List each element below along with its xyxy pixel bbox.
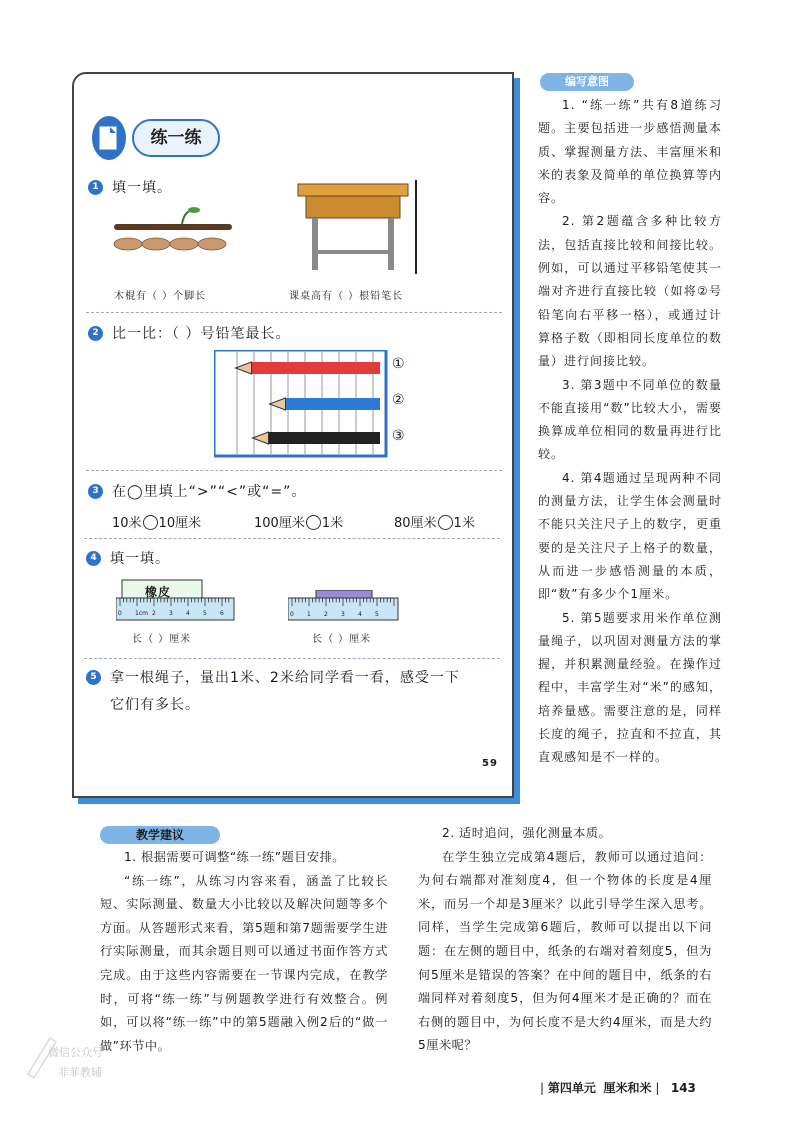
advice-1-heading: 1. 根据需要可调整“练一练”题目安排。: [124, 850, 345, 864]
ruler-label: 1: [307, 611, 311, 618]
footer-topic: 厘米和米: [603, 1081, 652, 1095]
comparison-2-blank[interactable]: [306, 515, 321, 530]
ruler-label: 1cm: [135, 610, 148, 617]
question-4-prompt: 填一填。: [110, 551, 170, 567]
watermark-line-2: 菲菲教辅: [58, 1066, 102, 1079]
question-1-right-caption: 课桌高有（ ）根铅笔长: [289, 291, 404, 302]
pencil-label-1: ①: [392, 356, 406, 372]
design-intent-paragraph-3: 3. 第3题中不同单位的数量不能直接用“数”比较大小，需要换算成单位相同的数量再进行比较。: [538, 377, 722, 462]
footer: | 第四单元 厘米和米 | 143: [540, 1081, 696, 1095]
teaching-advice-right-column: [418, 822, 712, 1058]
design-intent-notes: [538, 94, 722, 770]
question-3-number: 3: [88, 484, 103, 499]
student-page-number: 59: [482, 758, 498, 769]
pencil-grid: [214, 350, 414, 458]
ruler-label: 5: [375, 611, 379, 618]
comparison-1-left: 10米: [112, 516, 142, 531]
wooden-stick: [114, 224, 232, 230]
question-5-line-1: 拿一根绳子，量出1米、2米给同学看一看，感受一下: [110, 670, 460, 686]
design-intent-paragraph-1: 1. “练一练”共有8道练习题。主要包括进一步感悟测量本质、掌握测量方法、丰富厘米和米的表象及简单的单位换算等内容。: [538, 98, 722, 206]
ruler-label: 4: [186, 610, 190, 617]
advice-2-body: 在学生独立完成第4题后，教师可以通过追问：为何右端都对准刻度4，但一个物体的长度是4厘米，而另一个却是3厘米？以此引导学生深入思考。同样，当学生完成第6题后，教师可以提出以下问题：在左侧的题目中，纸条的右端对着刻度5，但为何5厘米是错误的答案？在中间的题目中，纸条的右端同样对着刻度5，但为何4厘米才是正确的？而在右侧的题目中，为何长度不是大约4厘米，而是大约5厘米呢？: [418, 849, 712, 1053]
comparison-3-right: 1米: [453, 516, 475, 531]
watermark-line-1: 微信公众号: [48, 1046, 103, 1059]
comparison-1-right: 10厘米: [158, 516, 202, 531]
question-2-number: 2: [88, 326, 103, 341]
comparison-3: [394, 512, 475, 531]
page-title: 练一练: [132, 119, 220, 157]
pencil-2: [270, 398, 381, 410]
design-intent-paragraph-5: 5. 第5题要求用米作单位测量绳子，以巩固对测量方法的掌握，并积累测量经验。在操作过程中，丰富学生对“米”的感知，培养量感。需要注意的是，同样长度的绳子，拉直和不拉直，其直观感知是不一样的。: [538, 610, 722, 765]
advice-2-heading: 2. 适时追问，强化测量本质。: [442, 826, 612, 840]
comparison-1-blank[interactable]: [143, 515, 158, 530]
comparison-2-right: 1米: [321, 516, 344, 531]
pencil-label-3: ③: [392, 428, 406, 444]
divider: [86, 470, 502, 471]
ruler-right-with-strip: [288, 590, 400, 624]
ruler-label: 6: [220, 610, 224, 617]
watermark: [20, 1030, 130, 1090]
desk-illustration: [292, 178, 422, 278]
ruler-label: 3: [169, 610, 173, 617]
stick-feet-illustration: [112, 202, 242, 272]
ruler-label: 3: [341, 611, 345, 618]
student-page: [72, 72, 514, 798]
design-intent-paragraph-4: 4. 第4题通过呈现两种不同的测量方法，让学生体会测量时不能只关注尺子上的数字，更重要的是关注尺子上格子的数量，从而进一步感悟测量的本质，即“数”有多少个1厘米。: [538, 470, 722, 602]
advice-1-body: “练一练”，从练习内容来看，涵盖了比较长短、实际测量、数量大小比较以及解决问题等多个方面。从答题形式来看，第5题和第7题需要学生进行实际测量，而其余题目则可以通过书面作答方式完成。由于这些内容需要在一节课内完成，在教学时，可将“练一练”与例题教学进行有效整合。例如，可以将“练一练”中的第5题融入例2后的“做一做”环节中。: [100, 873, 388, 1053]
comparison-2: [254, 512, 343, 531]
ruler-label: 2: [324, 611, 328, 618]
question-5-number: 5: [86, 670, 101, 685]
footprints: [114, 238, 226, 250]
footer-unit: 第四单元: [547, 1081, 596, 1095]
pencil-label-2: ②: [392, 392, 406, 408]
question-2-prompt: 比一比：（ ）号铅笔最长。: [112, 326, 291, 342]
question-4-number: 4: [86, 551, 101, 566]
divider: [86, 312, 502, 313]
ruler-label: 0: [290, 611, 294, 618]
question-1-left-caption: 木棍有（ ）个脚长: [114, 291, 207, 302]
comparison-1: [112, 512, 201, 531]
divider: [84, 658, 500, 659]
pencil-3: [253, 432, 381, 444]
question-4-right-caption: 长（ ）厘米: [312, 634, 372, 645]
ruler-label: 0: [118, 610, 122, 617]
footer-page-number: 143: [670, 1081, 696, 1095]
ruler-left-with-eraser: [116, 578, 236, 622]
ruler-label: 4: [358, 611, 362, 618]
paper-strip: [316, 590, 372, 598]
question-4-left-caption: 长（ ）厘米: [132, 634, 192, 645]
divider: [84, 538, 500, 539]
ruler-label: 2: [152, 610, 156, 617]
comparison-2-left: 100厘米: [254, 516, 305, 531]
ruler-label: 5: [203, 610, 207, 617]
question-1-prompt: 填一填。: [112, 180, 172, 196]
comparison-3-left: 80厘米: [394, 516, 437, 531]
question-1-number: 1: [88, 180, 103, 195]
teaching-advice-left-column: [100, 846, 388, 1058]
exercise-book-icon: [92, 116, 126, 160]
design-intent-paragraph-2: 2. 第2题蕴含多种比较方法，包括直接比较和间接比较。例如，可以通过平移铅笔使其一端对齐进行直接比较（如将②号铅笔向右平移一格），或通过计算格子数（即相同长度单位的数量）进行间接比较。: [538, 214, 722, 369]
question-3-prompt: 在◯里填上“>”“<”或“=”。: [112, 484, 307, 500]
pencil-1: [236, 362, 381, 374]
teaching-advice-tag: 教学建议: [100, 826, 220, 844]
eraser-label: 橡皮: [145, 585, 172, 599]
design-intent-tag: 编写意图: [540, 73, 634, 91]
comparison-3-blank[interactable]: [438, 515, 453, 530]
question-5-line-2: 它们有多长。: [110, 697, 200, 713]
